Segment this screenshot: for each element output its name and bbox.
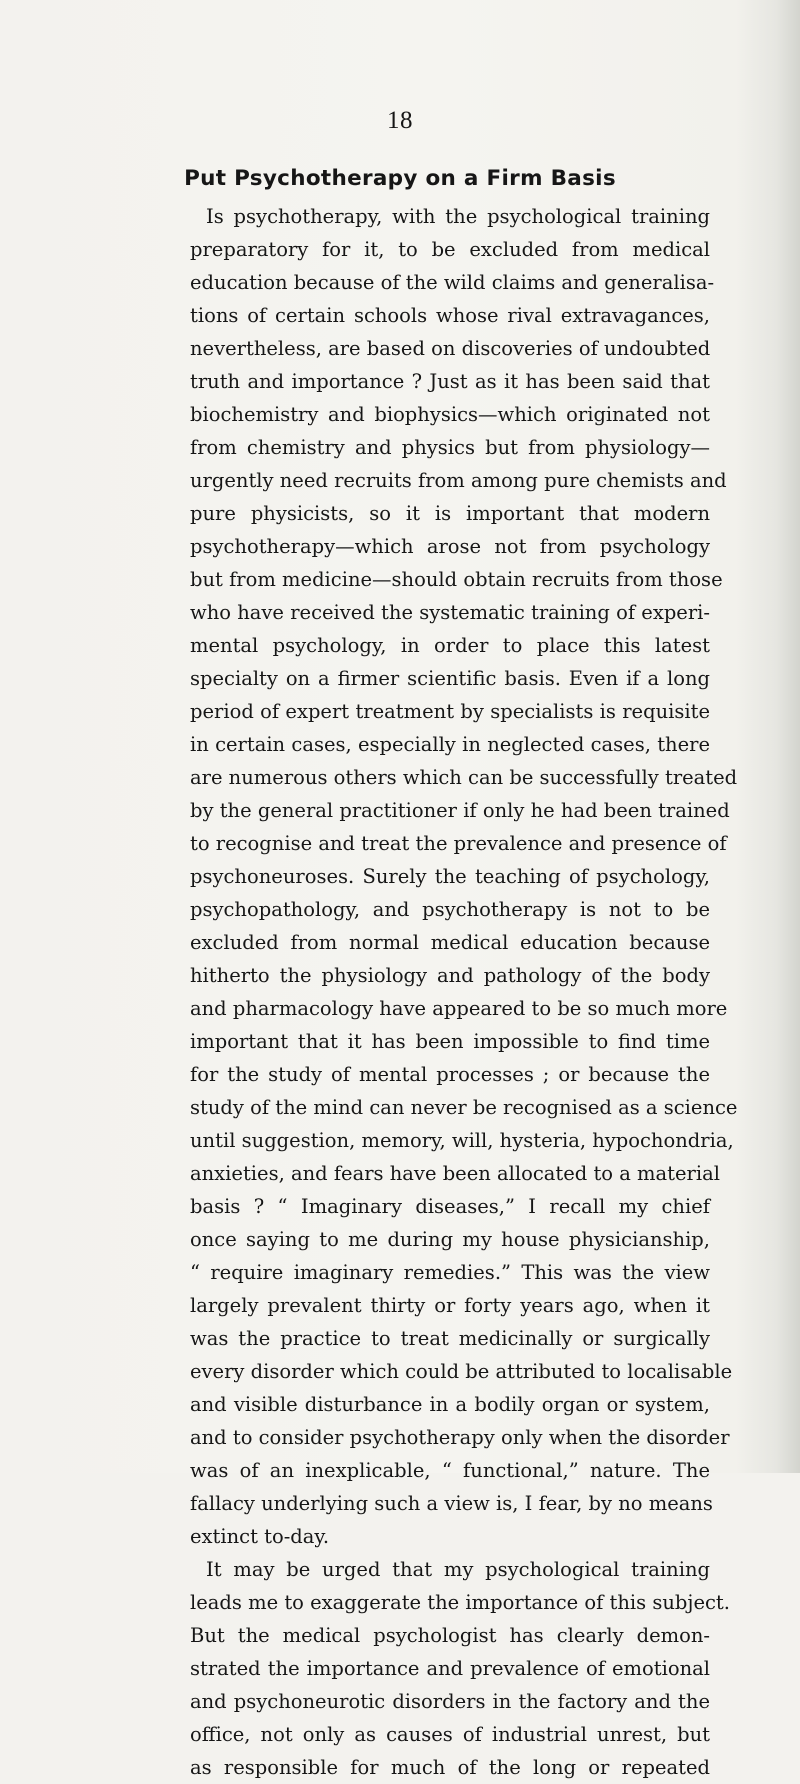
text-line: “ require imaginary remedies.” This was the view [190,1261,710,1284]
text-line: in certain cases, especially in neglected cases, there [190,733,710,756]
text-line: and to consider psychotherapy only when the disorder [190,1426,730,1449]
text-line: was of an inexplicable, “ functional,” nature. The [190,1459,710,1482]
text-line: office, not only as causes of industrial unrest, but [190,1723,710,1746]
text-line: basis ? “ Imaginary diseases,” I recall my chief [190,1195,710,1218]
text-line: study of the mind can never be recognised as a science [190,1096,738,1119]
text-line: mental psychology, in order to place this latest [190,634,710,657]
text-line: and psychoneurotic disorders in the factory and the [190,1690,710,1713]
text-line: every disorder which could be attributed to localisable [190,1360,733,1383]
body-text [190,200,738,1784]
text-line: psychopathology, and psychotherapy is not to be [190,898,710,921]
text-line: for the study of mental processes ; or because the [190,1063,710,1086]
text-line: once saying to me during my house physicianship, [190,1228,710,1251]
page-number: 18 [387,107,413,134]
text-line: hitherto the physiology and pathology of the body [190,964,710,987]
text-line: nevertheless, are based on discoveries of undoubted [190,337,711,360]
text-line: biochemistry and biophysics—which originated not [190,403,710,426]
text-line: until suggestion, memory, will, hysteria, hypochondria, [190,1129,734,1152]
text-line: period of expert treatment by specialists is requisite [190,700,710,723]
text-line: tions of certain schools whose rival extravagances, [190,304,710,327]
text-line: to recognise and treat the prevalence and presence of [190,832,727,855]
text-line: Is psychotherapy, with the psychological training [206,205,710,228]
text-line: extinct to-day. [190,1525,330,1548]
text-line: psychoneuroses. Surely the teaching of psychology, [190,865,710,888]
text-line: anxieties, and fears have been allocated to a material [190,1162,720,1185]
text-line: as responsible for much of the long or repeated [190,1756,710,1779]
text-line: excluded from normal medical education because [190,931,710,954]
section-heading: Put Psychotherapy on a Firm Basis [184,166,616,191]
text-line: from chemistry and physics but from physiology— [190,436,710,459]
text-line: and pharmacology have appeared to be so much more [190,997,728,1020]
text-line: leads me to exaggerate the importance of this subject. [190,1591,730,1614]
text-line: truth and importance ? Just as it has been said that [190,370,710,393]
text-line: who have received the systematic training of experi- [190,601,710,624]
text-line: strated the importance and prevalence of emotional [190,1657,710,1680]
text-line: preparatory for it, to be excluded from medical [190,238,710,261]
text-line: are numerous others which can be successfully treated [190,766,738,789]
text-line: and visible disturbance in a bodily organ or system, [190,1393,710,1416]
text-line: largely prevalent thirty or forty years ago, when it [190,1294,710,1317]
text-line: important that it has been impossible to find time [190,1030,710,1053]
text-line: by the general practitioner if only he had been trained [190,799,730,822]
text-line: urgently need recruits from among pure chemists and [190,469,727,492]
text-line: was the practice to treat medicinally or surgically [190,1327,710,1350]
text-line: fallacy underlying such a view is, I fear, by no means [190,1492,713,1515]
text-line: psychotherapy—which arose not from psychology [190,535,710,558]
text-line: specialty on a firmer scientific basis. Even if a long [190,667,710,690]
text-line: education because of the wild claims and generalisa- [190,271,715,294]
text-line: but from medicine—should obtain recruits from those [190,568,723,591]
text-line: It may be urged that my psychological training [206,1558,710,1581]
text-line: But the medical psychologist has clearly demon- [190,1624,710,1647]
text-line: pure physicists, so it is important that modern [190,502,710,525]
